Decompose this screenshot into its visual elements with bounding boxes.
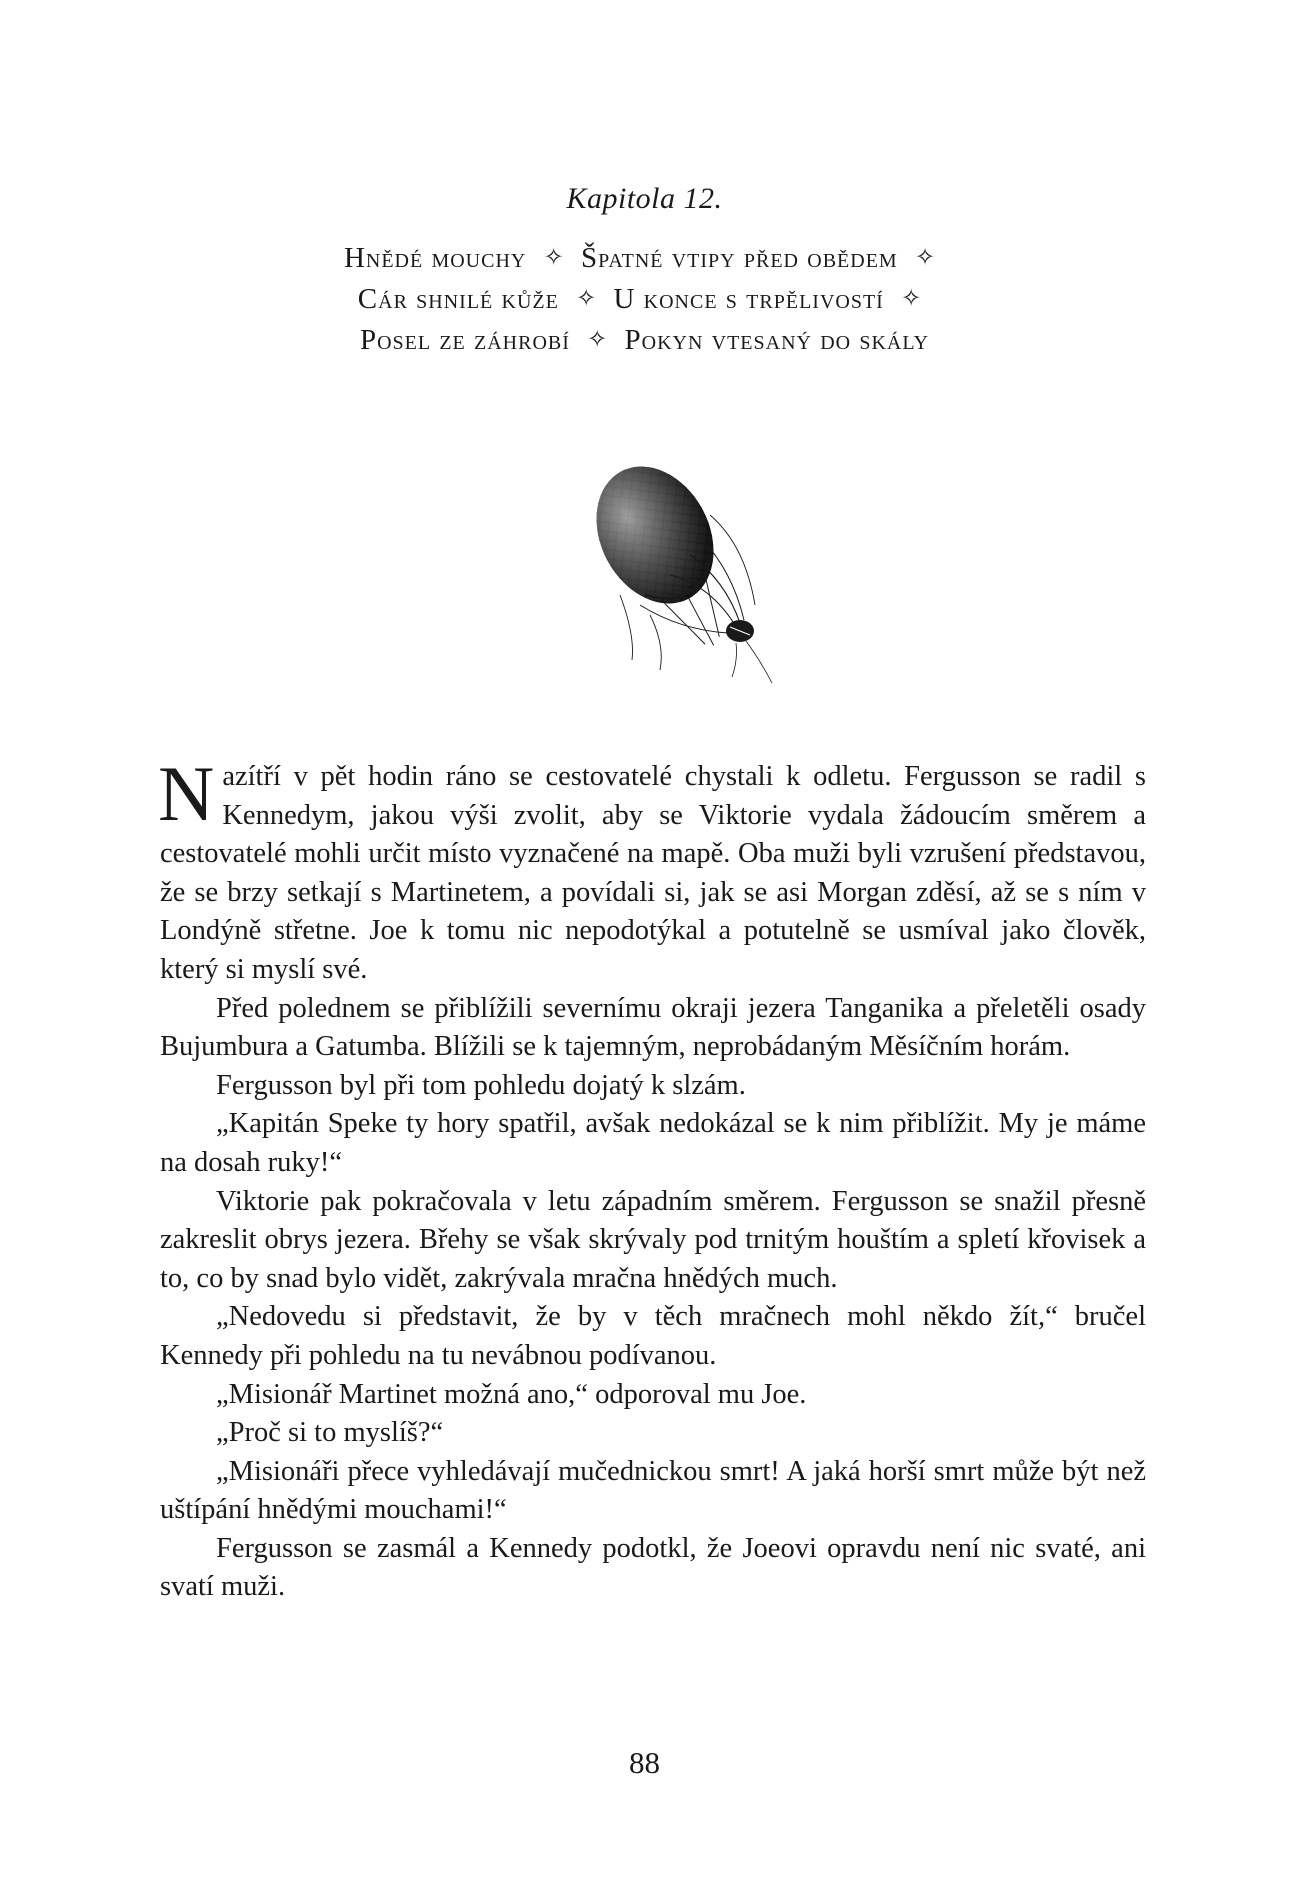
paragraph-8: „Proč si to myslíš?“ [216, 1417, 444, 1449]
paragraph-text: azítří v pět hodin ráno se cestovatelé chystali k odletu. Fergusson se radil s Kennedym, jakou výši zvolit, aby se Viktorie vydala žádoucím směrem a cestovatelé mohli určit místo vyznačené na mapě. Oba muži byli vzrušení představou, že se brzy setkají s Martinetem, a povídali si, jak se asi Morgan zděsí, až se s ním v Londýně střetne. Joe k tomu nic nepodotýkal a potutelně se usmíval jako člověk, který si myslí své. [160, 761, 1146, 985]
paragraph-9: „Misionáři přece vyhledávají mučednickou smrt! A jaká horší smrt může být než uštípání hnědými mouchami!“ [160, 1455, 1146, 1526]
chapter-body-text [158, 750, 1146, 1607]
chapter-label: Kapitola 12. [566, 182, 723, 215]
four-point-star-icon: ✧ [543, 245, 564, 271]
heading-topic: Cár shnilé kůže [357, 283, 559, 315]
chapter-summary-headings [0, 238, 1289, 361]
heading-topic: U konce s trpělivostí [613, 283, 884, 315]
drop-cap: N [158, 750, 215, 837]
heading-topic: Pokyn vtesaný do skály [624, 324, 930, 356]
heading-line-1 [0, 238, 1289, 279]
page-number: 88 [629, 1745, 660, 1780]
heading-topic: Hnědé mouchy [343, 242, 527, 274]
heading-topic: Špatné vtipy před obědem [580, 242, 898, 274]
heading-line-2 [0, 279, 1289, 320]
four-point-star-icon: ✧ [587, 327, 608, 353]
paragraph-5: Viktorie pak pokračovala v letu západním směrem. Fergusson se snažil přesně zakreslit obrys jezera. Břehy se však skrývaly pod trnitým houštím a spletí křovisek a to, co by snad bylo vidět, zakrývala mračna hnědých much. [160, 1185, 1146, 1294]
paragraph-1 [158, 750, 1146, 990]
four-point-star-icon: ✧ [901, 286, 922, 312]
four-point-star-icon: ✧ [576, 286, 597, 312]
paragraph-4: „Kapitán Speke ty hory spatřil, avšak nedokázal se k nim přiblížit. My je máme na dosah ruky!“ [160, 1108, 1146, 1178]
heading-topic: Posel ze záhrobí [359, 324, 570, 356]
paragraph-10: Fergusson se zasmál a Kennedy podotkl, že Joeovi opravdu není nic svaté, ani svatí muži. [160, 1532, 1146, 1603]
paragraph-3: Fergusson byl při tom pohledu dojatý k slzám. [216, 1069, 746, 1101]
paragraph-6: „Nedovedu si představit, že by v těch mračnech mohl někdo žít,“ bručel Kennedy při pohledu na tu nevábnou podívanou. [160, 1301, 1146, 1371]
four-point-star-icon: ✧ [914, 245, 936, 271]
hot-air-balloon-icon [560, 455, 800, 690]
heading-line-3 [0, 320, 1289, 361]
paragraph-2: Před polednem se přiblížili severnímu okraji jezera Tanganika a přeletěli osady Bujumbura a Gatumba. Blížili se k tajemným, neprobádaným Měsíčním horám. [160, 992, 1146, 1063]
paragraph-7: „Misionář Martinet možná ano,“ odporoval mu Joe. [216, 1378, 807, 1410]
